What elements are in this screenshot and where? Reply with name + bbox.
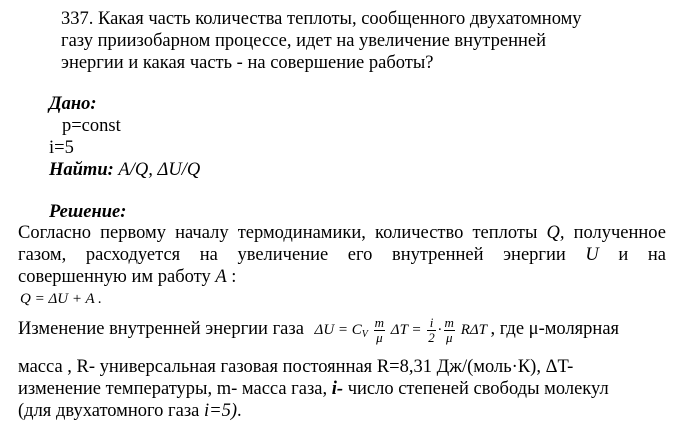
find-heading: Найти: bbox=[49, 160, 114, 180]
fraction-i-2: $\frac{i}{2}$ bbox=[428, 315, 435, 346]
given-item-degrees: i=5 bbox=[49, 138, 74, 158]
given-heading: Дано: bbox=[49, 94, 97, 114]
solution-heading: Решение: bbox=[49, 202, 127, 222]
fraction-m-mu: $\frac{m}{\mu}$ bbox=[374, 315, 385, 346]
find-value: A/Q, ΔU/Q bbox=[118, 160, 201, 180]
given-item-pressure: p=const bbox=[62, 116, 121, 136]
problem-line-2: газу приизобарном процессе, идет на увеличение внутренней bbox=[61, 31, 546, 51]
formula-internal-energy: $\Delta U = C_V$ $\frac{m}{\mu}$ ΔT = $\frac{i}{2}$ · $\frac{m}{\mu}$ RΔT bbox=[314, 315, 487, 346]
solution-p1-line-3: совершенную им работу A : bbox=[18, 267, 237, 287]
solution-p2-line: Изменение внутренней энергии газа $\Delta U = C_V$ $\frac{m}{\mu}$ ΔT = $\frac{i}{2}$ · $\frac{m}{\mu}$ RΔT , где μ-молярная bbox=[18, 315, 620, 346]
solution-p3-line-1: масса , R- универсальная газовая постоянная R=8,31 Дж/(моль·К), ΔT- bbox=[18, 357, 574, 377]
solution-p3-line-3: (для двухатомного газа i=5). bbox=[18, 401, 242, 421]
fraction-m-mu-2: $\frac{m}{\mu}$ bbox=[444, 315, 454, 346]
problem-line-1: 337. Какая часть количества теплоты, сообщенного двухатомному bbox=[61, 9, 582, 29]
equation-first-law: Q = ΔU + A . bbox=[20, 291, 102, 307]
solution-p1-line-2: газом, расходуется на увеличение его внутренней энергии U и на bbox=[18, 245, 666, 265]
find-line bbox=[49, 159, 200, 181]
solution-p3-line-2: изменение температуры, m- масса газа, i- число степеней свободы молекул bbox=[18, 379, 609, 399]
solution-p1-line-1: Согласно первому началу термодинамики, количество теплоты Q, полученное bbox=[18, 223, 666, 243]
problem-line-3: энергии и какая часть - на совершение работы? bbox=[61, 53, 434, 73]
